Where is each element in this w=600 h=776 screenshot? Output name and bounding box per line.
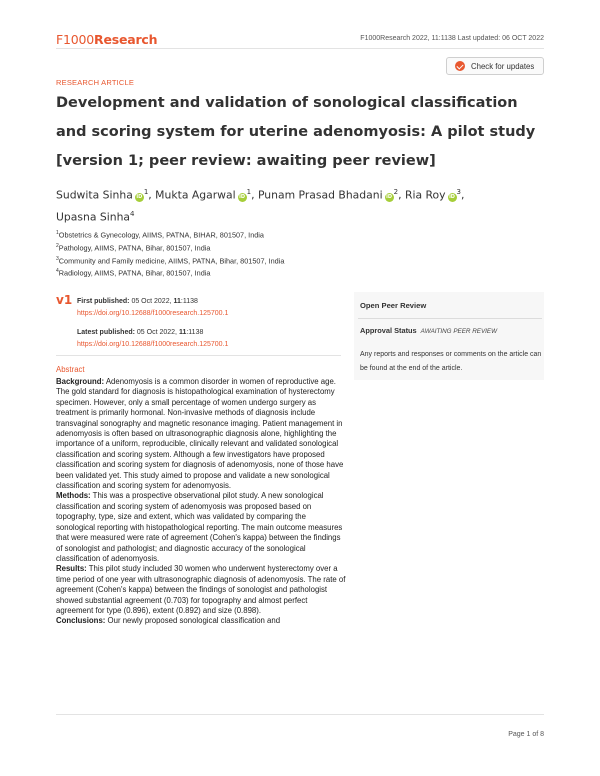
check-updates-label: Check for updates: [471, 61, 535, 71]
author-separator: ,: [398, 188, 405, 202]
abstract-heading: Abstract: [56, 365, 85, 374]
approval-label: Approval Status: [360, 326, 417, 335]
author-name[interactable]: Punam Prasad Bhadani: [257, 188, 383, 202]
affiliation-item: [56, 254, 284, 267]
peer-review-divider: [358, 318, 542, 319]
approval-status: [360, 326, 497, 335]
header-divider: [56, 48, 544, 49]
article-title: Development and validation of sonological classification and scoring system for uterine adenomyosis: A pilot study [version 1; peer review: awaiting peer review]: [56, 95, 536, 169]
latest-published-page: :1138: [186, 329, 204, 336]
author-separator: ,: [148, 188, 156, 202]
version-label: v1: [56, 293, 73, 307]
author-affiliation-number: 1: [246, 188, 252, 196]
latest-published-volume: 11: [178, 329, 187, 336]
abstract-section-text: Our newly proposed sonological classification and: [105, 616, 281, 626]
orcid-icon[interactable]: iD: [239, 193, 246, 200]
author-affiliation-number: 3: [456, 188, 461, 196]
author-affiliation-number: 4: [130, 209, 135, 218]
author-separator: ,: [251, 188, 258, 202]
abstract-section-text: Adenomyosis is a common disorder in women of reproductive age. The gold standard for diagnosis is histopathological examination of hysterectomy specimen. However, only a small percentage of women undergo surgery as treatment is primarily hormonal. Non-invasive methods of diagnosis include transvaginal sonography and magnetic resonance imaging. Patient management in adenomyosis is often based on ultrasonographic diagnosis alone, highlighting the importance of a uniform, reproducible, clinically relevant and validated sonological classification and scoring system. Although a few investigators have proposed classification and scoring system for diagnosis of adenomyosis, none of those have been validated yet. This study aimed to propose and validate a new sonological classification and scoring system for adenomyosis.: [56, 377, 344, 491]
first-published-line: [77, 296, 228, 308]
approval-value: AWAITING PEER REVIEW: [420, 328, 498, 335]
abstract-section: [56, 377, 346, 491]
author-list: [56, 183, 548, 226]
publication-info: [77, 296, 228, 350]
affiliation-text: Community and Family medicine, AIIMS, PATNA, Bihar, 801507, India: [58, 256, 285, 266]
first-published-label: First published:: [77, 298, 130, 305]
affiliation-text: Radiology, AIIMS, PATNA, Bihar, 801507, India: [58, 268, 211, 278]
check-updates-button[interactable]: [446, 57, 544, 75]
affiliation-text: Obstetrics & Gynecology, AIIMS, PATNA, BIHAR, 801507, India: [58, 230, 264, 240]
latest-doi-link[interactable]: https://doi.org/10.12688/f1000research.125700.1: [77, 340, 229, 348]
affiliation-number: 1: [56, 230, 59, 236]
affiliation-item: [56, 266, 284, 279]
left-divider: [56, 355, 341, 356]
spacer: [77, 319, 228, 327]
affiliation-number: 4: [56, 268, 59, 275]
abstract-section: [56, 491, 346, 564]
author-name[interactable]: Ria Roy: [404, 188, 446, 202]
first-published-page: :1138: [180, 298, 198, 305]
peer-review-note: Any reports and responses or comments on the article can be found at the end of the article.: [360, 351, 542, 372]
affiliations: [56, 228, 284, 279]
abstract-body: [56, 377, 346, 627]
article-type: RESEARCH ARTICLE: [56, 78, 135, 87]
affiliation-number: 3: [56, 255, 59, 262]
header-meta: F1000Research 2022, 11:1138 Last updated: 06 OCT 2022: [360, 35, 544, 42]
check-icon: [455, 61, 465, 71]
abstract-section-heading: Background:: [56, 377, 105, 386]
author-name[interactable]: Sudwita Sinha: [56, 188, 133, 202]
author-affiliation-number: 2: [393, 188, 399, 196]
abstract-section: [56, 564, 346, 616]
page-number: Page 1 of 8: [508, 731, 544, 738]
logo-prefix: F1000: [56, 32, 95, 47]
affiliation-text: Pathology, AIIMS, PATNA, Bihar, 801507, India: [58, 243, 211, 253]
author-name[interactable]: Mukta Agarwal: [155, 188, 236, 202]
affiliation-item: [56, 228, 284, 241]
first-doi-link[interactable]: https://doi.org/10.12688/f1000research.125700.1: [77, 309, 229, 317]
affiliation-number: 2: [56, 242, 59, 249]
abstract-section-heading: Methods:: [56, 491, 91, 501]
journal-logo: [56, 32, 157, 47]
peer-review-title: Open Peer Review: [360, 301, 427, 310]
abstract-section-heading: Conclusions:: [56, 616, 106, 626]
abstract-section-heading: Results:: [56, 564, 87, 574]
author-name[interactable]: Upasna Sinha: [56, 210, 131, 224]
author-separator: ,: [460, 188, 465, 202]
first-published-volume: 11: [173, 298, 181, 305]
abstract-section: [56, 616, 346, 626]
footer-divider: [56, 714, 544, 715]
orcid-icon[interactable]: iD: [386, 193, 393, 200]
affiliation-item: [56, 241, 284, 254]
latest-published-date: 05 Oct 2022,: [136, 329, 177, 336]
first-published-date: 05 Oct 2022,: [131, 298, 172, 305]
abstract-section-text: This pilot study included 30 women who underwent hysterectomy over a time period of one year with ultrasonographic diagnosis of adenomyosis. The rate of agreement (Cohen's kappa) between the findings of sonologist and pathologist showed substantial agreement (0.703) for topography and almost perfect agreement for type (0.896), extent (0.892) and size (0.898).: [56, 564, 346, 615]
orcid-icon[interactable]: iD: [136, 193, 143, 200]
latest-published-label: Latest published:: [77, 329, 135, 336]
author-affiliation-number: 1: [143, 188, 149, 196]
logo-suffix: Research: [94, 32, 158, 47]
latest-published-line: [77, 327, 228, 339]
orcid-icon[interactable]: iD: [449, 193, 455, 200]
abstract-section-text: This was a prospective observational pilot study. A new sonological classification and scoring system of adenomyosis was proposed based on topography, type, size and extent, which was validated by comparing the sonological reporting with histopathological reporting. The main outcome measures that were measured were rate of agreement (Cohen's kappa) between the findings of sonologist and pathologist; and diagnostic accuracy of the sonological classification of adenomyosis.: [56, 491, 343, 563]
